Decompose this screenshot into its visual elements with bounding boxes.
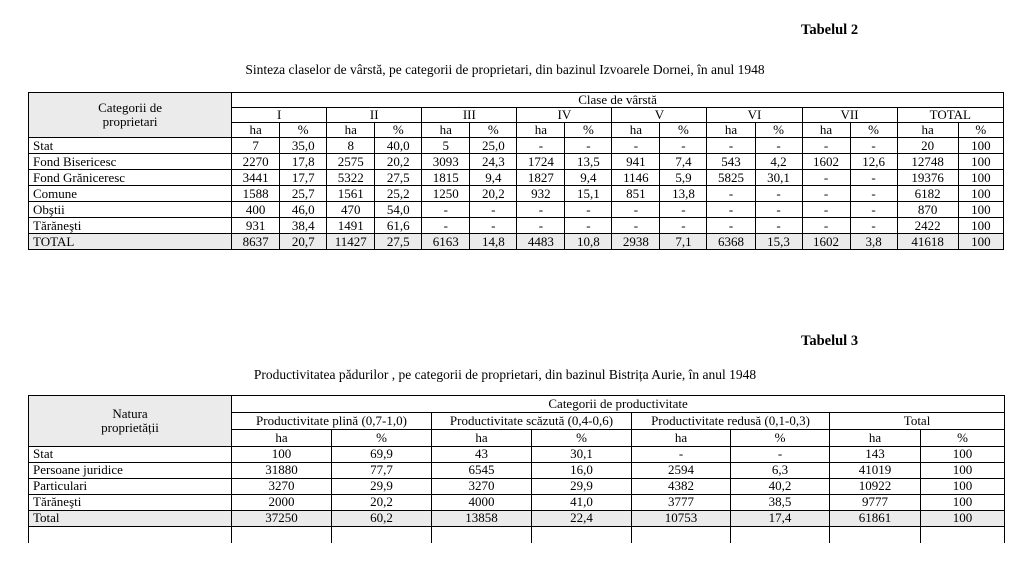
data-cell: 100 bbox=[958, 202, 1003, 218]
data-cell: 7 bbox=[232, 138, 280, 154]
unit-header-pct: % bbox=[565, 123, 612, 138]
table3-span-header: Categorii de productivitate bbox=[232, 396, 1005, 413]
data-cell: 870 bbox=[897, 202, 958, 218]
table-row bbox=[29, 495, 1005, 511]
row-label: Total bbox=[29, 511, 232, 527]
data-cell: 35,0 bbox=[280, 138, 327, 154]
data-cell: 40,2 bbox=[731, 479, 830, 495]
data-cell: - bbox=[470, 202, 517, 218]
data-cell: - bbox=[707, 186, 755, 202]
table-row bbox=[29, 170, 1004, 186]
data-cell: 9777 bbox=[830, 495, 921, 511]
data-cell: - bbox=[707, 138, 755, 154]
data-cell: 12748 bbox=[897, 154, 958, 170]
data-cell: - bbox=[517, 202, 565, 218]
data-cell: 100 bbox=[958, 218, 1003, 234]
data-cell: 100 bbox=[921, 447, 1005, 463]
unit-header-pct: % bbox=[532, 430, 632, 447]
data-cell: - bbox=[632, 447, 731, 463]
data-cell: 22,4 bbox=[532, 511, 632, 527]
data-cell: 932 bbox=[517, 186, 565, 202]
data-cell: 16,0 bbox=[532, 463, 632, 479]
data-cell: 9,4 bbox=[470, 170, 517, 186]
data-cell: 543 bbox=[707, 154, 755, 170]
data-cell: 30,1 bbox=[755, 170, 802, 186]
data-cell: - bbox=[565, 218, 612, 234]
data-cell: 3093 bbox=[422, 154, 470, 170]
data-cell: 12,6 bbox=[850, 154, 897, 170]
unit-header-ha: ha bbox=[232, 430, 332, 447]
column-header-class: I bbox=[232, 108, 327, 123]
data-cell: 1724 bbox=[517, 154, 565, 170]
table3-number-label: Tabelul 3 bbox=[801, 333, 859, 349]
data-cell: 5322 bbox=[327, 170, 375, 186]
corner-line: Natura bbox=[112, 405, 148, 421]
border-stub bbox=[731, 527, 830, 543]
data-cell: 17,7 bbox=[280, 170, 327, 186]
data-cell: 941 bbox=[612, 154, 660, 170]
table-row bbox=[29, 218, 1004, 234]
data-cell: - bbox=[850, 138, 897, 154]
data-cell: 15,1 bbox=[565, 186, 612, 202]
data-cell: 7,1 bbox=[660, 234, 707, 250]
table-row bbox=[29, 154, 1004, 170]
data-cell: 27,5 bbox=[375, 234, 422, 250]
data-cell: - bbox=[612, 218, 660, 234]
unit-header-ha: ha bbox=[897, 123, 958, 138]
data-cell: 17,4 bbox=[731, 511, 830, 527]
data-cell: 3270 bbox=[432, 479, 532, 495]
data-cell: 100 bbox=[921, 511, 1005, 527]
data-cell: 100 bbox=[921, 463, 1005, 479]
data-cell: 6545 bbox=[432, 463, 532, 479]
data-cell: 13,8 bbox=[660, 186, 707, 202]
data-cell: 7,4 bbox=[660, 154, 707, 170]
data-cell: 100 bbox=[958, 234, 1003, 250]
data-cell: 4483 bbox=[517, 234, 565, 250]
border-stub bbox=[921, 527, 1005, 543]
data-cell: 1561 bbox=[327, 186, 375, 202]
data-cell: - bbox=[660, 218, 707, 234]
table2-body bbox=[29, 138, 1004, 250]
data-cell: 4,2 bbox=[755, 154, 802, 170]
data-cell: 100 bbox=[958, 154, 1003, 170]
table2-number-label: Tabelul 2 bbox=[801, 22, 859, 38]
row-label: Persoane juridice bbox=[29, 463, 232, 479]
column-header-class: TOTAL bbox=[897, 108, 1003, 123]
table-row bbox=[29, 479, 1005, 495]
data-cell: 100 bbox=[921, 479, 1005, 495]
data-cell: 6182 bbox=[897, 186, 958, 202]
data-cell: 41,0 bbox=[532, 495, 632, 511]
table3-header-row-span bbox=[29, 396, 1005, 413]
row-label: Particulari bbox=[29, 479, 232, 495]
data-cell: 69,9 bbox=[332, 447, 432, 463]
data-cell: 1250 bbox=[422, 186, 470, 202]
data-cell: 3441 bbox=[232, 170, 280, 186]
border-stub-row bbox=[29, 527, 1005, 543]
column-header-class: III bbox=[422, 108, 517, 123]
data-cell: - bbox=[802, 202, 850, 218]
data-cell: 8 bbox=[327, 138, 375, 154]
data-cell: - bbox=[470, 218, 517, 234]
data-cell: - bbox=[755, 138, 802, 154]
unit-header-ha: ha bbox=[232, 123, 280, 138]
data-cell: 14,8 bbox=[470, 234, 517, 250]
corner-line: Categorii de bbox=[98, 100, 163, 116]
data-cell: 11427 bbox=[327, 234, 375, 250]
unit-header-ha: ha bbox=[802, 123, 850, 138]
corner-line: proprietății bbox=[101, 420, 159, 435]
border-stub bbox=[29, 527, 232, 543]
unit-header-pct: % bbox=[731, 430, 830, 447]
unit-header-pct: % bbox=[375, 123, 422, 138]
border-stub bbox=[332, 527, 432, 543]
unit-header-pct: % bbox=[660, 123, 707, 138]
data-cell: 46,0 bbox=[280, 202, 327, 218]
data-cell: 30,1 bbox=[532, 447, 632, 463]
data-cell: - bbox=[422, 202, 470, 218]
data-cell: 17,8 bbox=[280, 154, 327, 170]
data-cell: - bbox=[707, 218, 755, 234]
data-cell: - bbox=[850, 218, 897, 234]
data-cell: 100 bbox=[958, 138, 1003, 154]
data-cell: 5,9 bbox=[660, 170, 707, 186]
table-row bbox=[29, 511, 1005, 527]
unit-header-ha: ha bbox=[327, 123, 375, 138]
data-cell: 77,7 bbox=[332, 463, 432, 479]
data-cell: - bbox=[755, 202, 802, 218]
border-stub bbox=[532, 527, 632, 543]
data-cell: 29,9 bbox=[332, 479, 432, 495]
data-cell: 41618 bbox=[897, 234, 958, 250]
data-cell: - bbox=[565, 202, 612, 218]
data-cell: 1602 bbox=[802, 234, 850, 250]
data-cell: 1588 bbox=[232, 186, 280, 202]
data-cell: 10,8 bbox=[565, 234, 612, 250]
column-header-class: IV bbox=[517, 108, 612, 123]
data-cell: 6368 bbox=[707, 234, 755, 250]
data-cell: 61,6 bbox=[375, 218, 422, 234]
border-stub bbox=[432, 527, 532, 543]
data-cell: 2422 bbox=[897, 218, 958, 234]
table-row bbox=[29, 186, 1004, 202]
data-cell: 38,5 bbox=[731, 495, 830, 511]
column-header-category: Productivitate redusă (0,1-0,3) bbox=[632, 413, 830, 430]
data-cell: 2270 bbox=[232, 154, 280, 170]
border-stub bbox=[830, 527, 921, 543]
unit-header-pct: % bbox=[470, 123, 517, 138]
data-cell: - bbox=[422, 218, 470, 234]
data-cell: 470 bbox=[327, 202, 375, 218]
unit-header-ha: ha bbox=[612, 123, 660, 138]
data-cell: 5825 bbox=[707, 170, 755, 186]
table3-caption: Productivitatea pădurilor , pe categorii de proprietari, din bazinul Bistrița Aurie, în anul 1948 bbox=[253, 367, 757, 382]
data-cell: 27,5 bbox=[375, 170, 422, 186]
column-header-category: Total bbox=[830, 413, 1005, 430]
data-cell: 3270 bbox=[232, 479, 332, 495]
row-label: TOTAL bbox=[29, 234, 232, 250]
data-cell: 15,3 bbox=[755, 234, 802, 250]
data-cell: 31880 bbox=[232, 463, 332, 479]
data-cell: 4000 bbox=[432, 495, 532, 511]
data-cell: 100 bbox=[958, 170, 1003, 186]
unit-header-pct: % bbox=[850, 123, 897, 138]
unit-header-pct: % bbox=[332, 430, 432, 447]
unit-header-pct: % bbox=[921, 430, 1005, 447]
data-cell: 931 bbox=[232, 218, 280, 234]
data-cell: 6163 bbox=[422, 234, 470, 250]
data-cell: 20,7 bbox=[280, 234, 327, 250]
data-cell: - bbox=[802, 138, 850, 154]
data-cell: 13858 bbox=[432, 511, 532, 527]
unit-header-ha: ha bbox=[707, 123, 755, 138]
table2-header-row-span bbox=[29, 93, 1004, 108]
data-cell: 24,3 bbox=[470, 154, 517, 170]
data-cell: 851 bbox=[612, 186, 660, 202]
unit-header-pct: % bbox=[958, 123, 1003, 138]
column-header-class: VII bbox=[802, 108, 897, 123]
unit-header-ha: ha bbox=[517, 123, 565, 138]
data-cell: 41019 bbox=[830, 463, 921, 479]
table-row bbox=[29, 138, 1004, 154]
data-cell: 13,5 bbox=[565, 154, 612, 170]
data-cell: 2594 bbox=[632, 463, 731, 479]
data-cell: 19376 bbox=[897, 170, 958, 186]
data-cell: 2575 bbox=[327, 154, 375, 170]
row-label: Comune bbox=[29, 186, 232, 202]
data-cell: 400 bbox=[232, 202, 280, 218]
unit-header-ha: ha bbox=[422, 123, 470, 138]
table3-productivity-table bbox=[28, 395, 1005, 543]
row-label: Stat bbox=[29, 138, 232, 154]
data-cell: - bbox=[755, 186, 802, 202]
table-row bbox=[29, 447, 1005, 463]
column-header-class: II bbox=[327, 108, 422, 123]
data-cell: 1827 bbox=[517, 170, 565, 186]
unit-header-ha: ha bbox=[830, 430, 921, 447]
data-cell: 8637 bbox=[232, 234, 280, 250]
data-cell: 29,9 bbox=[532, 479, 632, 495]
data-cell: 25,0 bbox=[470, 138, 517, 154]
data-cell: 37250 bbox=[232, 511, 332, 527]
table-row bbox=[29, 234, 1004, 250]
row-label: Tărăneşti bbox=[29, 495, 232, 511]
data-cell: 1815 bbox=[422, 170, 470, 186]
data-cell: 6,3 bbox=[731, 463, 830, 479]
data-cell: 40,0 bbox=[375, 138, 422, 154]
data-cell: 5 bbox=[422, 138, 470, 154]
data-cell: - bbox=[850, 202, 897, 218]
row-label: Tărăneşti bbox=[29, 218, 232, 234]
unit-header-pct: % bbox=[755, 123, 802, 138]
data-cell: - bbox=[850, 186, 897, 202]
data-cell: - bbox=[731, 447, 830, 463]
data-cell: 100 bbox=[921, 495, 1005, 511]
border-stub bbox=[232, 527, 332, 543]
table2-corner-header bbox=[29, 93, 232, 138]
column-header-class: V bbox=[612, 108, 707, 123]
column-header-category: Productivitate scăzută (0,4-0,6) bbox=[432, 413, 632, 430]
data-cell: 4382 bbox=[632, 479, 731, 495]
data-cell: 3777 bbox=[632, 495, 731, 511]
data-cell: 1602 bbox=[802, 154, 850, 170]
table2-age-classes-table bbox=[28, 92, 1004, 250]
table-row bbox=[29, 202, 1004, 218]
data-cell: - bbox=[802, 170, 850, 186]
column-header-class: VI bbox=[707, 108, 802, 123]
data-cell: - bbox=[565, 138, 612, 154]
data-cell: - bbox=[517, 138, 565, 154]
table-row bbox=[29, 463, 1005, 479]
data-cell: 9,4 bbox=[565, 170, 612, 186]
table2-span-header: Clase de vârstă bbox=[232, 93, 1004, 108]
data-cell: 25,7 bbox=[280, 186, 327, 202]
row-label: Stat bbox=[29, 447, 232, 463]
data-cell: - bbox=[850, 170, 897, 186]
data-cell: 20 bbox=[897, 138, 958, 154]
data-cell: - bbox=[660, 202, 707, 218]
data-cell: 20,2 bbox=[375, 154, 422, 170]
data-cell: - bbox=[612, 202, 660, 218]
border-stub bbox=[632, 527, 731, 543]
data-cell: 10753 bbox=[632, 511, 731, 527]
data-cell: 10922 bbox=[830, 479, 921, 495]
table3-corner-header bbox=[29, 396, 232, 447]
data-cell: - bbox=[755, 218, 802, 234]
data-cell: 3,8 bbox=[850, 234, 897, 250]
table3-body bbox=[29, 447, 1005, 527]
data-cell: - bbox=[517, 218, 565, 234]
data-cell: 61861 bbox=[830, 511, 921, 527]
table2-caption: Sinteza claselor de vârstă, pe categorii de proprietari, din bazinul Izvoarele Dornei, în anul 1948 bbox=[245, 62, 765, 77]
data-cell: - bbox=[612, 138, 660, 154]
unit-header-pct: % bbox=[280, 123, 327, 138]
data-cell: 43 bbox=[432, 447, 532, 463]
data-cell: - bbox=[802, 186, 850, 202]
corner-line: proprietari bbox=[102, 114, 158, 130]
data-cell: 60,2 bbox=[332, 511, 432, 527]
data-cell: 2938 bbox=[612, 234, 660, 250]
row-label: Obştii bbox=[29, 202, 232, 218]
column-header-category: Productivitate plină (0,7-1,0) bbox=[232, 413, 432, 430]
data-cell: 20,2 bbox=[470, 186, 517, 202]
data-cell: - bbox=[707, 202, 755, 218]
data-cell: 25,2 bbox=[375, 186, 422, 202]
data-cell: - bbox=[802, 218, 850, 234]
data-cell: 38,4 bbox=[280, 218, 327, 234]
unit-header-ha: ha bbox=[432, 430, 532, 447]
data-cell: 143 bbox=[830, 447, 921, 463]
row-label: Fond Grăniceresc bbox=[29, 170, 232, 186]
data-cell: 100 bbox=[958, 186, 1003, 202]
unit-header-ha: ha bbox=[632, 430, 731, 447]
data-cell: 1491 bbox=[327, 218, 375, 234]
data-cell: 2000 bbox=[232, 495, 332, 511]
data-cell: - bbox=[660, 138, 707, 154]
data-cell: 20,2 bbox=[332, 495, 432, 511]
data-cell: 1146 bbox=[612, 170, 660, 186]
data-cell: 100 bbox=[232, 447, 332, 463]
data-cell: 54,0 bbox=[375, 202, 422, 218]
row-label: Fond Bisericesc bbox=[29, 154, 232, 170]
